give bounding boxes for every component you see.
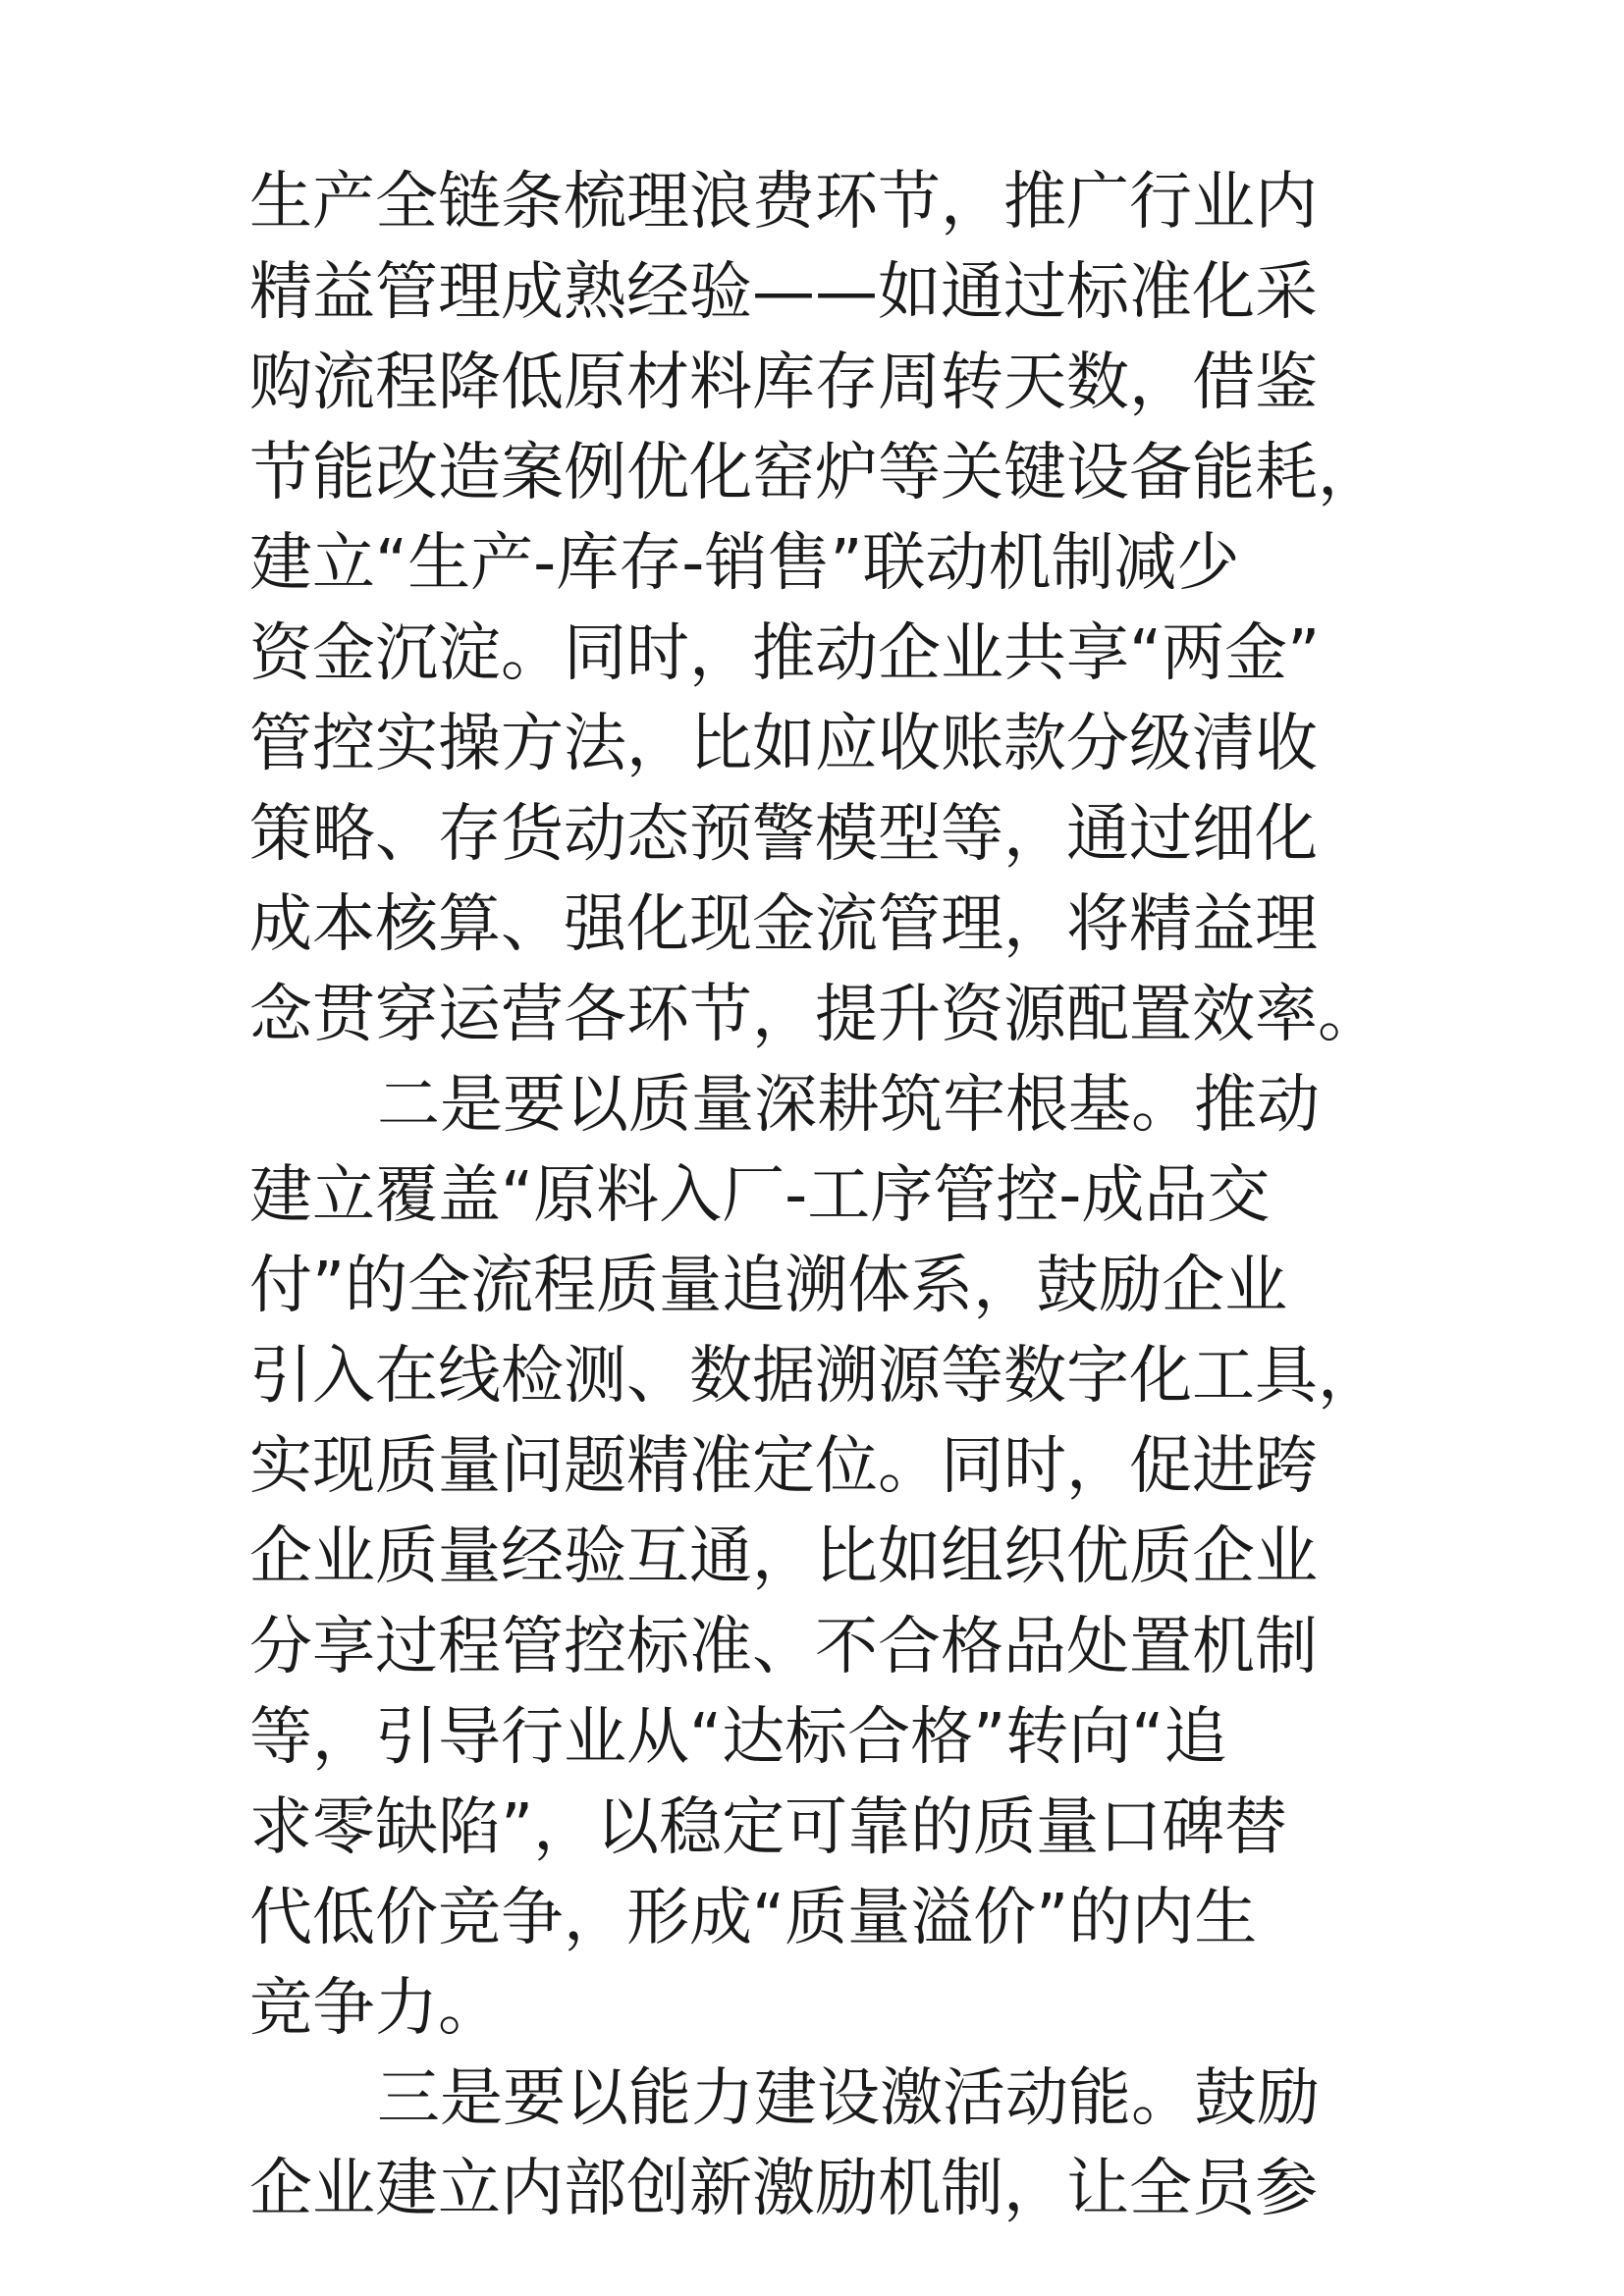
text-line: 求零缺陷”，以稳定可靠的质量口碑替 (249, 1791, 1288, 1864)
text-line: 建立“生产-库存-销售”联动机制减少 (249, 527, 1240, 600)
text-line: 二是要以质量深耕筑牢根基。推动 (377, 1069, 1320, 1142)
text-line: 三是要以能力建设激活动能。鼓励 (377, 2062, 1320, 2135)
text-line: 生产全链条梳理浪费环节，推广行业内 (249, 166, 1318, 239)
text-line: 竞争力。 (249, 1972, 501, 2045)
text-line: 策略、存货动态预警模型等，通过细化 (249, 798, 1318, 871)
text-line: 念贯穿运营各环节，提升资源配置效率。 (249, 979, 1380, 1051)
text-line: 资金沉淀。同时，推动企业共享“两金” (249, 617, 1321, 690)
text-line: 等，引导行业从“达标合格”转向“追 (249, 1701, 1227, 1774)
text-line: 企业质量经验互通，比如组织优质企业 (249, 1521, 1318, 1593)
text-line: 节能改造案例优化窑炉等关键设备能耗， (249, 437, 1380, 509)
text-line: 代低价竞争，形成“质量溢价”的内生 (249, 1882, 1258, 1954)
text-line: 建立覆盖“原料入厂-工序管控-成品交 (249, 1159, 1271, 1232)
text-line: 管控实操方法，比如应收账款分级清收 (249, 708, 1318, 780)
text-line: 企业建立内部创新激励机制，让全员参 (249, 2153, 1318, 2225)
text-line: 成本核算、强化现金流管理，将精益理 (249, 888, 1318, 961)
text-line: 购流程降低原材料库存周转天数，借鉴 (249, 347, 1318, 419)
text-line: 分享过程管控标准、不合格品处置机制 (249, 1611, 1318, 1683)
text-line: 实现质量问题精准定位。同时，促进跨 (249, 1430, 1318, 1503)
text-line: 引入在线检测、数据溯源等数字化工具， (249, 1340, 1380, 1413)
text-line: 付”的全流程质量追溯体系，鼓励企业 (249, 1250, 1288, 1322)
text-line: 精益管理成熟经验——如通过标准化采 (249, 256, 1318, 329)
body-text (249, 157, 1388, 2234)
